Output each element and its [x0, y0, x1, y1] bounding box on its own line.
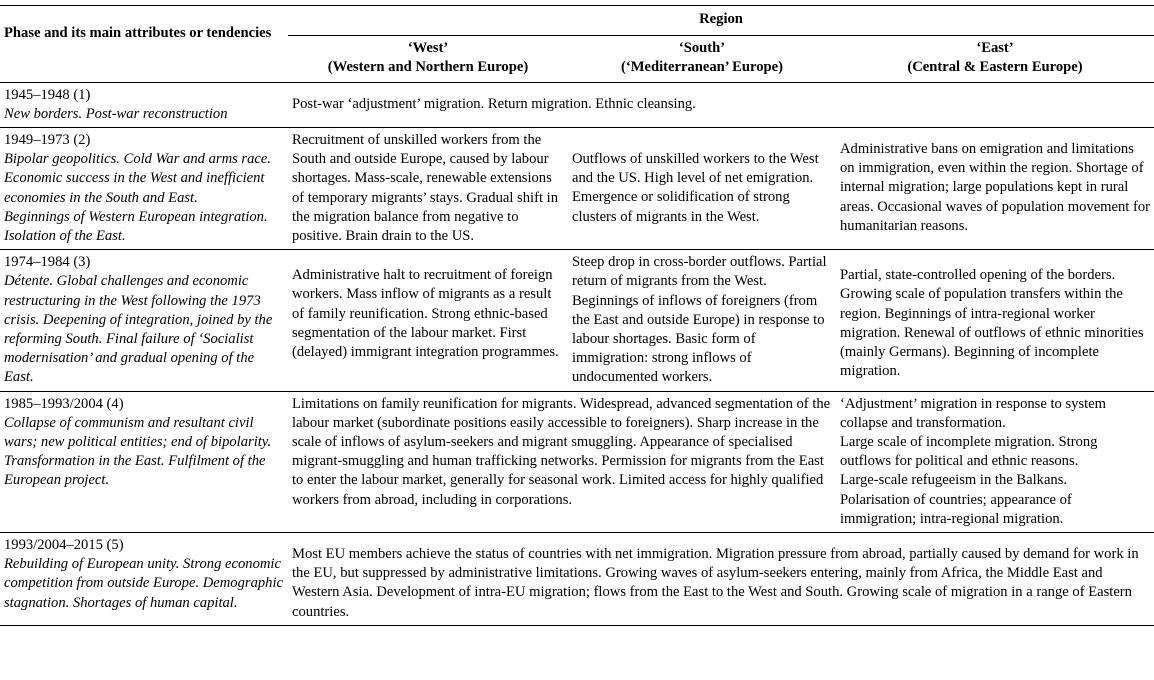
- phase-attributes: Rebuilding of European unity. Strong economic competition from outside Europe. Demographic stagnation. Shortages of human capital.: [4, 556, 283, 611]
- phase-attributes: Bipolar geopolitics. Cold War and arms race. Economic success in the West and inefficient economies in the South and East.: [4, 151, 272, 206]
- west-south-cell: Limitations on family reunification for migrants. Widespread, advanced segmentation of the labour market (subordinate positions easily accessible to foreigners). Sharp increase in the scale of inflows of asylum-seekers and migrant smuggling. Appearance of specialised migrant-smuggling and human trafficking networks. Permission for migrants from the East to enter the labour market, generally for seasonal work. Limited access for highly qualified workers from abroad, including in corporations.: [288, 391, 836, 532]
- phase-period: 1945–1948 (1): [4, 86, 91, 103]
- west-name: ‘West’: [407, 40, 449, 57]
- west-desc: (Western and Northern Europe): [327, 59, 529, 76]
- all-regions-cell: Post-war ‘adjustment’ migration. Return migration. Ethnic cleansing.: [288, 82, 1154, 127]
- phase-attributes: Collapse of communism and resultant civil wars; new political entities; end of bipolarity. Transformation in the East. Fulfilment of the European project.: [4, 414, 272, 489]
- phase-cell: [0, 391, 288, 532]
- phase-cell: [0, 128, 288, 250]
- west-column-header: [288, 36, 568, 82]
- phase-period: 1993/2004–2015 (5): [4, 537, 124, 554]
- west-cell: Administrative halt to recruitment of foreign workers. Mass inflow of migrants as a result of family reunification. Strong ethnic-based segmentation of the labour market. First (delayed) immigrant integration programmes.: [288, 250, 568, 391]
- east-name: ‘East’: [976, 40, 1014, 57]
- east-cell: [836, 391, 1154, 532]
- region-header: Region: [288, 6, 1154, 36]
- east-desc: (Central & Eastern Europe): [907, 59, 1083, 76]
- phase-attributes: Détente. Global challenges and economic restructuring in the West following the 1973 crisis. Deepening of integration, joined by the reforming South. Final failure of ‘Socialist modernisation’ and gradual opening of the East.: [4, 273, 273, 386]
- phase-cell: [0, 533, 288, 626]
- phase-period: 1985–1993/2004 (4): [4, 395, 124, 412]
- south-name: ‘South’: [678, 40, 726, 57]
- phase-attributes: New borders. Post-war reconstruction: [4, 105, 228, 122]
- phase-cell: [0, 250, 288, 391]
- east-line-2: Large scale of incomplete migration. Strong outflows for political and ethnic reasons.: [840, 434, 1098, 470]
- east-line-3: Large-scale refugeeism in the Balkans.: [840, 472, 1068, 489]
- phase-attributes-2: Beginnings of Western European integration. Isolation of the East.: [4, 208, 268, 245]
- table-row: [0, 250, 1154, 391]
- all-regions-cell: Most EU members achieve the status of countries with net immigration. Migration pressure from abroad, partially caused by demand for work in the EU, but suppressed by administrative limitations. Growing waves of asylum-seekers entering, mainly from Africa, the Middle East and Western Asia. Development of intra-EU migration; flows from the East to the West and South. Growing scale of migration in a range of Eastern countries.: [288, 533, 1154, 626]
- table-row: [0, 82, 1154, 127]
- south-cell: Steep drop in cross-border outflows. Partial return of migrants from the West. Beginnings of inflows of foreigners (from the East and outside Europe) in response to labour shortages. Basic form of immigration: strong inflows of undocumented workers.: [568, 250, 836, 391]
- migration-phases-table: [0, 5, 1154, 626]
- west-cell: Recruitment of unskilled workers from the South and outside Europe, caused by labour shortages. Mass-scale, renewable extensions of temporary migrants’ stays. Gradual shift in the migration balance from negative to positive. Brain drain to the US.: [288, 128, 568, 250]
- south-desc: (‘Mediterranean’ Europe): [621, 59, 783, 76]
- east-line-1: ‘Adjustment’ migration in response to system collapse and transformation.: [840, 395, 1107, 431]
- table-row: [0, 391, 1154, 532]
- phase-cell: [0, 82, 288, 127]
- east-cell: Administrative bans on emigration and limitations on immigration, even within the region. Shortage of internal migration; large populations kept in rural areas. Occasional waves of population movement for humanitarian reasons.: [836, 128, 1154, 250]
- east-line-4: Polarisation of countries; appearance of immigration; intra-regional migration.: [840, 491, 1072, 527]
- table-row: [0, 533, 1154, 626]
- east-column-header: [836, 36, 1154, 82]
- south-column-header: [568, 36, 836, 82]
- east-cell: Partial, state-controlled opening of the borders. Growing scale of population transfers within the region. Beginnings of intra-regional worker migration. Renewal of outflows of ethnic minorities (mainly Germans). Beginning of incomplete migration.: [836, 250, 1154, 391]
- phase-column-header: Phase and its main attributes or tendencies: [0, 6, 288, 83]
- phase-period: 1974–1984 (3): [4, 254, 91, 271]
- phase-period: 1949–1973 (2): [4, 132, 91, 149]
- table-row: [0, 128, 1154, 250]
- south-cell: Outflows of unskilled workers to the West and the US. High level of net emigration. Emergence or solidification of strong clusters of migrants in the West.: [568, 128, 836, 250]
